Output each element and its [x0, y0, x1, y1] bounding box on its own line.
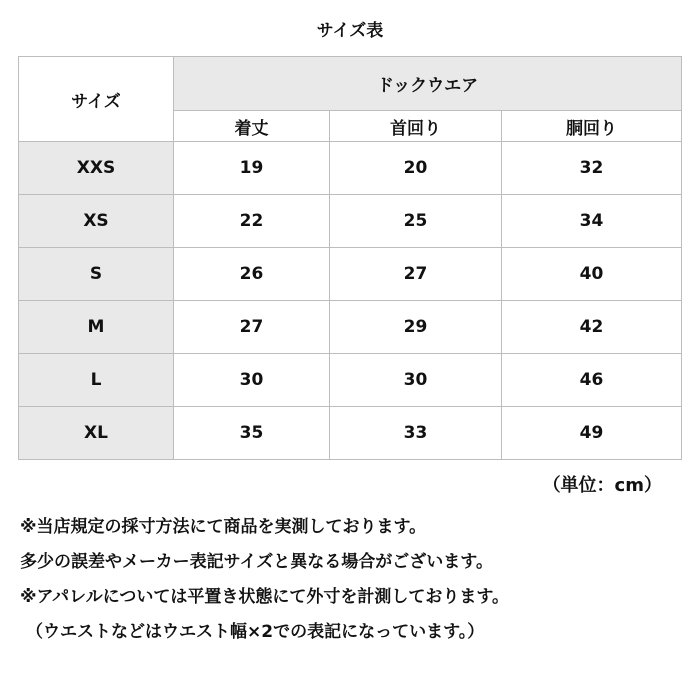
table-row — [19, 195, 682, 248]
note-line: （ウエストなどはウエスト幅×2での表記になっています。） — [26, 622, 485, 642]
page-title: サイズ表 — [316, 21, 384, 41]
size-label: M — [19, 301, 174, 354]
table-cell: 25 — [330, 195, 502, 248]
table-row — [19, 301, 682, 354]
table-cell: 26 — [174, 248, 330, 301]
table-cell: 27 — [330, 248, 502, 301]
table-cell: 33 — [330, 407, 502, 460]
table-cell: 49 — [502, 407, 682, 460]
table-header-row — [19, 57, 682, 111]
table-row — [19, 248, 682, 301]
table-cell: 30 — [330, 354, 502, 407]
size-label: S — [19, 248, 174, 301]
column-header-length: 着丈 — [174, 111, 330, 142]
size-label: XS — [19, 195, 174, 248]
size-table — [18, 56, 682, 460]
column-header-chest: 胴回り — [502, 111, 682, 142]
table-cell: 34 — [502, 195, 682, 248]
table-cell: 22 — [174, 195, 330, 248]
table-cell: 46 — [502, 354, 682, 407]
table-cell: 35 — [174, 407, 330, 460]
table-cell: 29 — [330, 301, 502, 354]
table-cell: 40 — [502, 248, 682, 301]
table-cell: 42 — [502, 301, 682, 354]
table-cell: 27 — [174, 301, 330, 354]
notes-block — [20, 512, 690, 652]
table-cell: 32 — [502, 142, 682, 195]
note-line: 多少の誤差やメーカー表記サイズと異なる場合がございます。 — [20, 552, 493, 572]
size-header-cell: サイズ — [19, 57, 174, 142]
note-line: ※アパレルについては平置き状態にて外寸を計測しております。 — [20, 587, 510, 607]
unit-label: （単位：cm） — [542, 475, 662, 496]
table-cell: 20 — [330, 142, 502, 195]
size-label: L — [19, 354, 174, 407]
table-cell: 30 — [174, 354, 330, 407]
size-label: XXS — [19, 142, 174, 195]
table-row — [19, 354, 682, 407]
table-row — [19, 407, 682, 460]
note-line: ※当店規定の採寸方法にて商品を実測しております。 — [20, 517, 427, 537]
table-row — [19, 142, 682, 195]
size-label: XL — [19, 407, 174, 460]
column-header-neck: 首回り — [330, 111, 502, 142]
group-header-cell: ドックウエア — [174, 57, 682, 111]
table-cell: 19 — [174, 142, 330, 195]
